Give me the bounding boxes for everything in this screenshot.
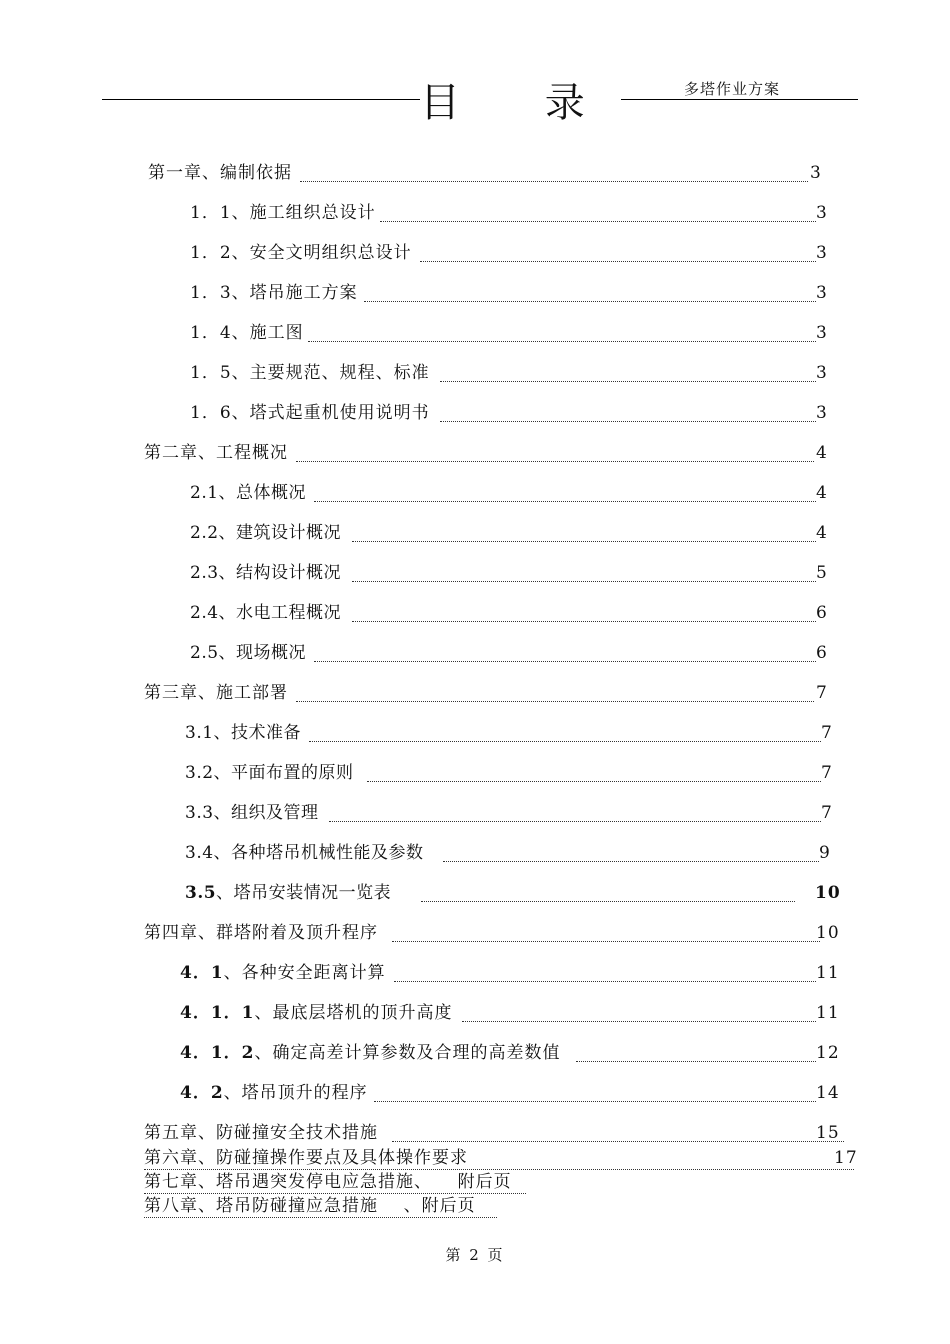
toc-entry-chapter-5[interactable] [144,1121,846,1145]
toc-entry-label: 第六章、防碰撞操作要点及具体操作要求 [144,1148,468,1168]
toc-entry-1-4[interactable] [190,321,835,345]
toc-entry-2-1[interactable] [190,481,835,505]
toc-entry-page: 3 [816,323,828,343]
toc-entry-page: 3 [816,243,828,263]
dot-leader [394,981,816,982]
toc-entry-chapter-3[interactable] [144,681,834,705]
toc-entry-page: 4 [816,443,828,463]
dot-leader [420,261,816,262]
toc-entry-label: 2.5、现场概况 [190,643,307,663]
dot-leader [300,181,808,182]
toc-entry-label: 4．1．1、最底层塔机的顶升高度 [180,1003,453,1023]
toc-entry-chapter-8[interactable] [144,1195,497,1218]
dot-leader [314,501,816,502]
dot-leader [329,821,821,822]
toc-entry-page: 11 [816,963,840,983]
toc-entry-label: 第二章、工程概况 [144,443,288,463]
toc-entry-chapter-4[interactable] [144,921,839,945]
toc-entry-label: 第七章、塔吊遇突发停电应急措施、 附后页 [144,1172,512,1192]
toc-entry-label: 2.3、结构设计概况 [190,563,342,583]
toc-entry-label: 1．3、塔吊施工方案 [190,283,358,303]
dot-leader [309,741,821,742]
toc-entry-page: 4 [816,523,828,543]
toc-entry-label: 第一章、编制依据 [148,163,292,183]
dot-leader [440,381,816,382]
page-number: 第 2 页 [445,1246,505,1264]
dot-leader [367,781,821,782]
toc-entry-3-1[interactable] [185,721,835,745]
toc-entry-label: 3.3、组织及管理 [185,803,319,823]
dot-leader [443,861,819,862]
dot-leader [462,1021,816,1022]
toc-entry-page: 6 [816,643,828,663]
toc-entry-page: 12 [816,1043,840,1063]
toc-entry-page: 7 [821,763,833,783]
toc-entry-page: 5 [816,563,828,583]
dot-leader [314,661,816,662]
toc-entry-chapter-7[interactable] [144,1171,526,1194]
toc-entry-page: 4 [816,483,828,503]
toc-entry-label: 2.4、水电工程概况 [190,603,342,623]
toc-entry-page: 17 [834,1148,858,1168]
dot-leader [576,1061,816,1062]
toc-entry-label: 3.1、技术准备 [185,723,302,743]
toc-entry-page: 3 [816,403,828,423]
toc-entry-label: 4．2、塔吊顶升的程序 [180,1083,368,1103]
dot-leader [392,941,820,942]
toc-entry-page: 7 [821,723,833,743]
toc-entry-4-1-2[interactable] [180,1041,840,1065]
dot-leader [364,301,816,302]
toc-entry-3-4[interactable] [185,841,835,865]
toc-entry-1-3[interactable] [190,281,835,305]
dot-leader [308,341,816,342]
toc-entry-page: 3 [816,203,828,223]
toc-entry-label: 第五章、防碰撞安全技术措施 [144,1123,378,1143]
dot-leader [440,421,816,422]
toc-entry-label: 4．1．2、确定高差计算参数及合理的高差数值 [180,1043,561,1063]
toc-entry-chapter-2[interactable] [144,441,834,465]
toc-entry-2-5[interactable] [190,641,835,665]
dot-leader [380,221,816,222]
dot-leader [421,901,795,902]
toc-entry-label: 3.5、塔吊安装情况一览表 [185,883,392,903]
toc-entry-1-1[interactable] [190,201,835,225]
toc-entry-1-5[interactable] [190,361,835,385]
toc-entry-label: 1．5、主要规范、规程、标准 [190,363,430,383]
dot-leader [392,1141,844,1142]
toc-entry-chapter-1[interactable] [148,161,828,185]
toc-entry-page: 10 [816,923,840,943]
toc-entry-2-3[interactable] [190,561,835,585]
toc-entry-label: 第三章、施工部署 [144,683,288,703]
toc-entry-label: 第四章、群塔附着及顶升程序 [144,923,378,943]
toc-entry-label: 1．4、施工图 [190,323,304,343]
dot-leader [374,1101,816,1102]
toc-entry-label: 1．6、塔式起重机使用说明书 [190,403,430,423]
toc-entry-page: 15 [816,1123,840,1143]
running-header: 多塔作业方案 [684,80,781,98]
toc-entry-page: 11 [816,1003,840,1023]
dot-leader [352,581,816,582]
toc-entry-4-1[interactable] [180,961,840,985]
toc-entry-label: 1．2、安全文明组织总设计 [190,243,412,263]
toc-entry-page: 3 [810,163,822,183]
toc-entry-label: 1．1、施工组织总设计 [190,203,376,223]
toc-entry-label: 3.4、各种塔吊机械性能及参数 [185,843,424,863]
toc-entry-3-2[interactable] [185,761,835,785]
toc-entry-4-2[interactable] [180,1081,840,1105]
toc-entry-label: 2.1、总体概况 [190,483,307,503]
toc-entry-4-1-1[interactable] [180,1001,840,1025]
toc-entry-label: 4．1、各种安全距离计算 [180,963,386,983]
toc-entry-page: 3 [816,363,828,383]
toc-entry-1-2[interactable] [190,241,835,265]
toc-entry-page: 9 [819,843,831,863]
toc-entry-page: 7 [821,803,833,823]
toc-entry-page: 7 [816,683,828,703]
toc-entry-page: 3 [816,283,828,303]
dot-leader [296,461,814,462]
toc-entry-label: 3.2、平面布置的原则 [185,763,354,783]
toc-entry-label: 2.2、建筑设计概况 [190,523,342,543]
dot-leader [352,621,816,622]
toc-entry-2-4[interactable] [190,601,835,625]
dot-leader [352,541,816,542]
toc-entry-3-3[interactable] [185,801,835,825]
toc-entry-label: 第八章、塔吊防碰撞应急措施 、附后页 [144,1196,476,1216]
toc-entry-page: 10 [815,883,841,903]
dot-leader [296,701,814,702]
toc-entry-3-5[interactable] [185,881,840,905]
toc-entry-2-2[interactable] [190,521,835,545]
toc-entry-1-6[interactable] [190,401,835,425]
toc-entry-page: 6 [816,603,828,623]
toc-entry-page: 14 [816,1083,840,1103]
page-title: 目 录 [420,80,621,126]
toc-entry-chapter-6[interactable] [144,1147,858,1170]
